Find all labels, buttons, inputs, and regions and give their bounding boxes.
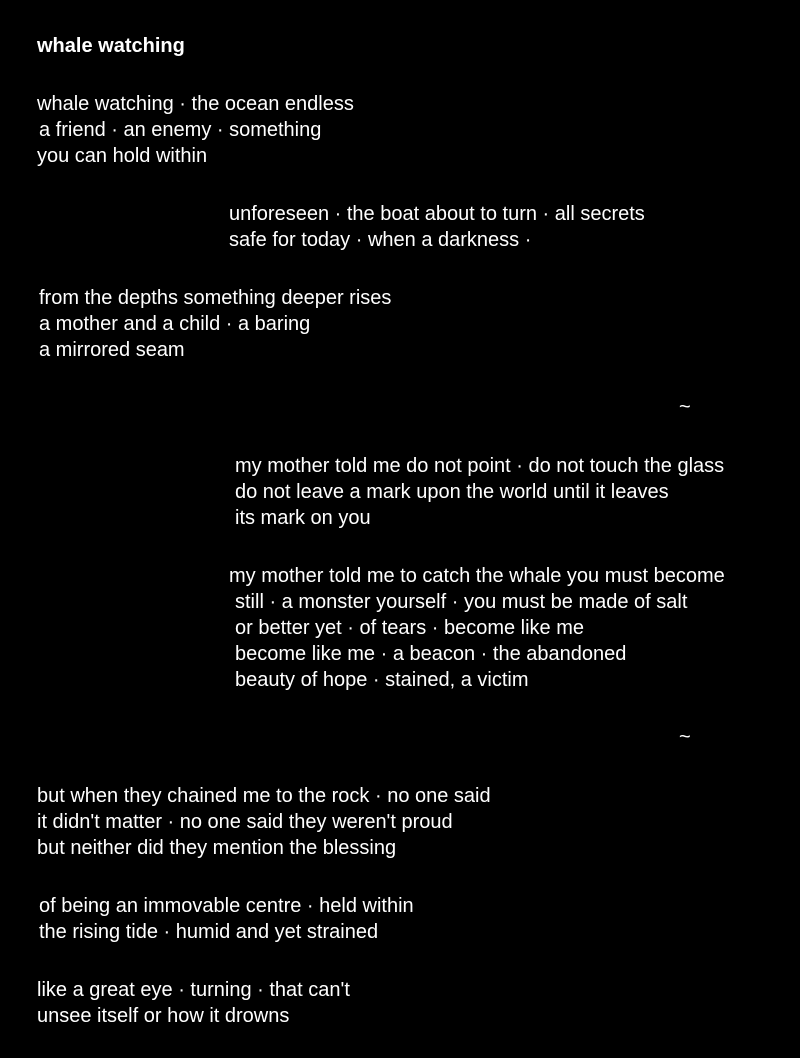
stanza-1 — [37, 91, 354, 169]
stanza-2 — [229, 201, 645, 253]
poem-line: of being an immovable centre · held within — [39, 895, 414, 917]
poem-line: or better yet · of tears · become like me — [235, 617, 585, 639]
poem-line: a mirrored seam — [39, 339, 185, 361]
poem-line: a friend · an enemy · something — [39, 119, 322, 141]
poem-line: but when they chained me to the rock · no one said — [37, 785, 491, 807]
stanza-8 — [37, 977, 350, 1029]
poem-title: whale watching — [37, 35, 185, 57]
stanza-7 — [39, 893, 414, 945]
poem-line: its mark on you — [235, 507, 371, 529]
poem-line: become like me · a beacon · the abandoned — [235, 643, 627, 665]
poem-line: safe for today · when a darkness · — [229, 229, 532, 251]
stanza-6 — [37, 783, 491, 861]
poem-line: but neither did they mention the blessing — [37, 837, 397, 859]
stanza-5 — [229, 563, 725, 693]
poem-line: unforeseen · the boat about to turn · all secrets — [229, 203, 645, 225]
poem-line: a mother and a child · a baring — [39, 313, 311, 335]
poem-line: from the depths something deeper rises — [39, 287, 392, 309]
poem-line: you can hold within — [37, 145, 208, 167]
poem-line: unsee itself or how it drowns — [37, 1005, 290, 1027]
poem-line: whale watching · the ocean endless — [37, 93, 354, 115]
section-separator: ~ — [679, 396, 691, 418]
poem-line: it didn't matter · no one said they weren't proud — [37, 811, 453, 833]
stanza-3 — [39, 285, 391, 363]
stanza-4 — [235, 453, 724, 531]
poem-line: do not leave a mark upon the world until it leaves — [235, 481, 669, 503]
poem-line: my mother told me to catch the whale you must become — [229, 565, 725, 587]
poem-line: still · a monster yourself · you must be made of salt — [235, 591, 688, 613]
section-separator: ~ — [679, 726, 691, 748]
poem-line: the rising tide · humid and yet strained — [39, 921, 379, 943]
poem-line: beauty of hope · stained, a victim — [235, 669, 529, 691]
poem-line: my mother told me do not point · do not touch the glass — [235, 455, 725, 477]
poem-line: like a great eye · turning · that can't — [37, 979, 350, 1001]
